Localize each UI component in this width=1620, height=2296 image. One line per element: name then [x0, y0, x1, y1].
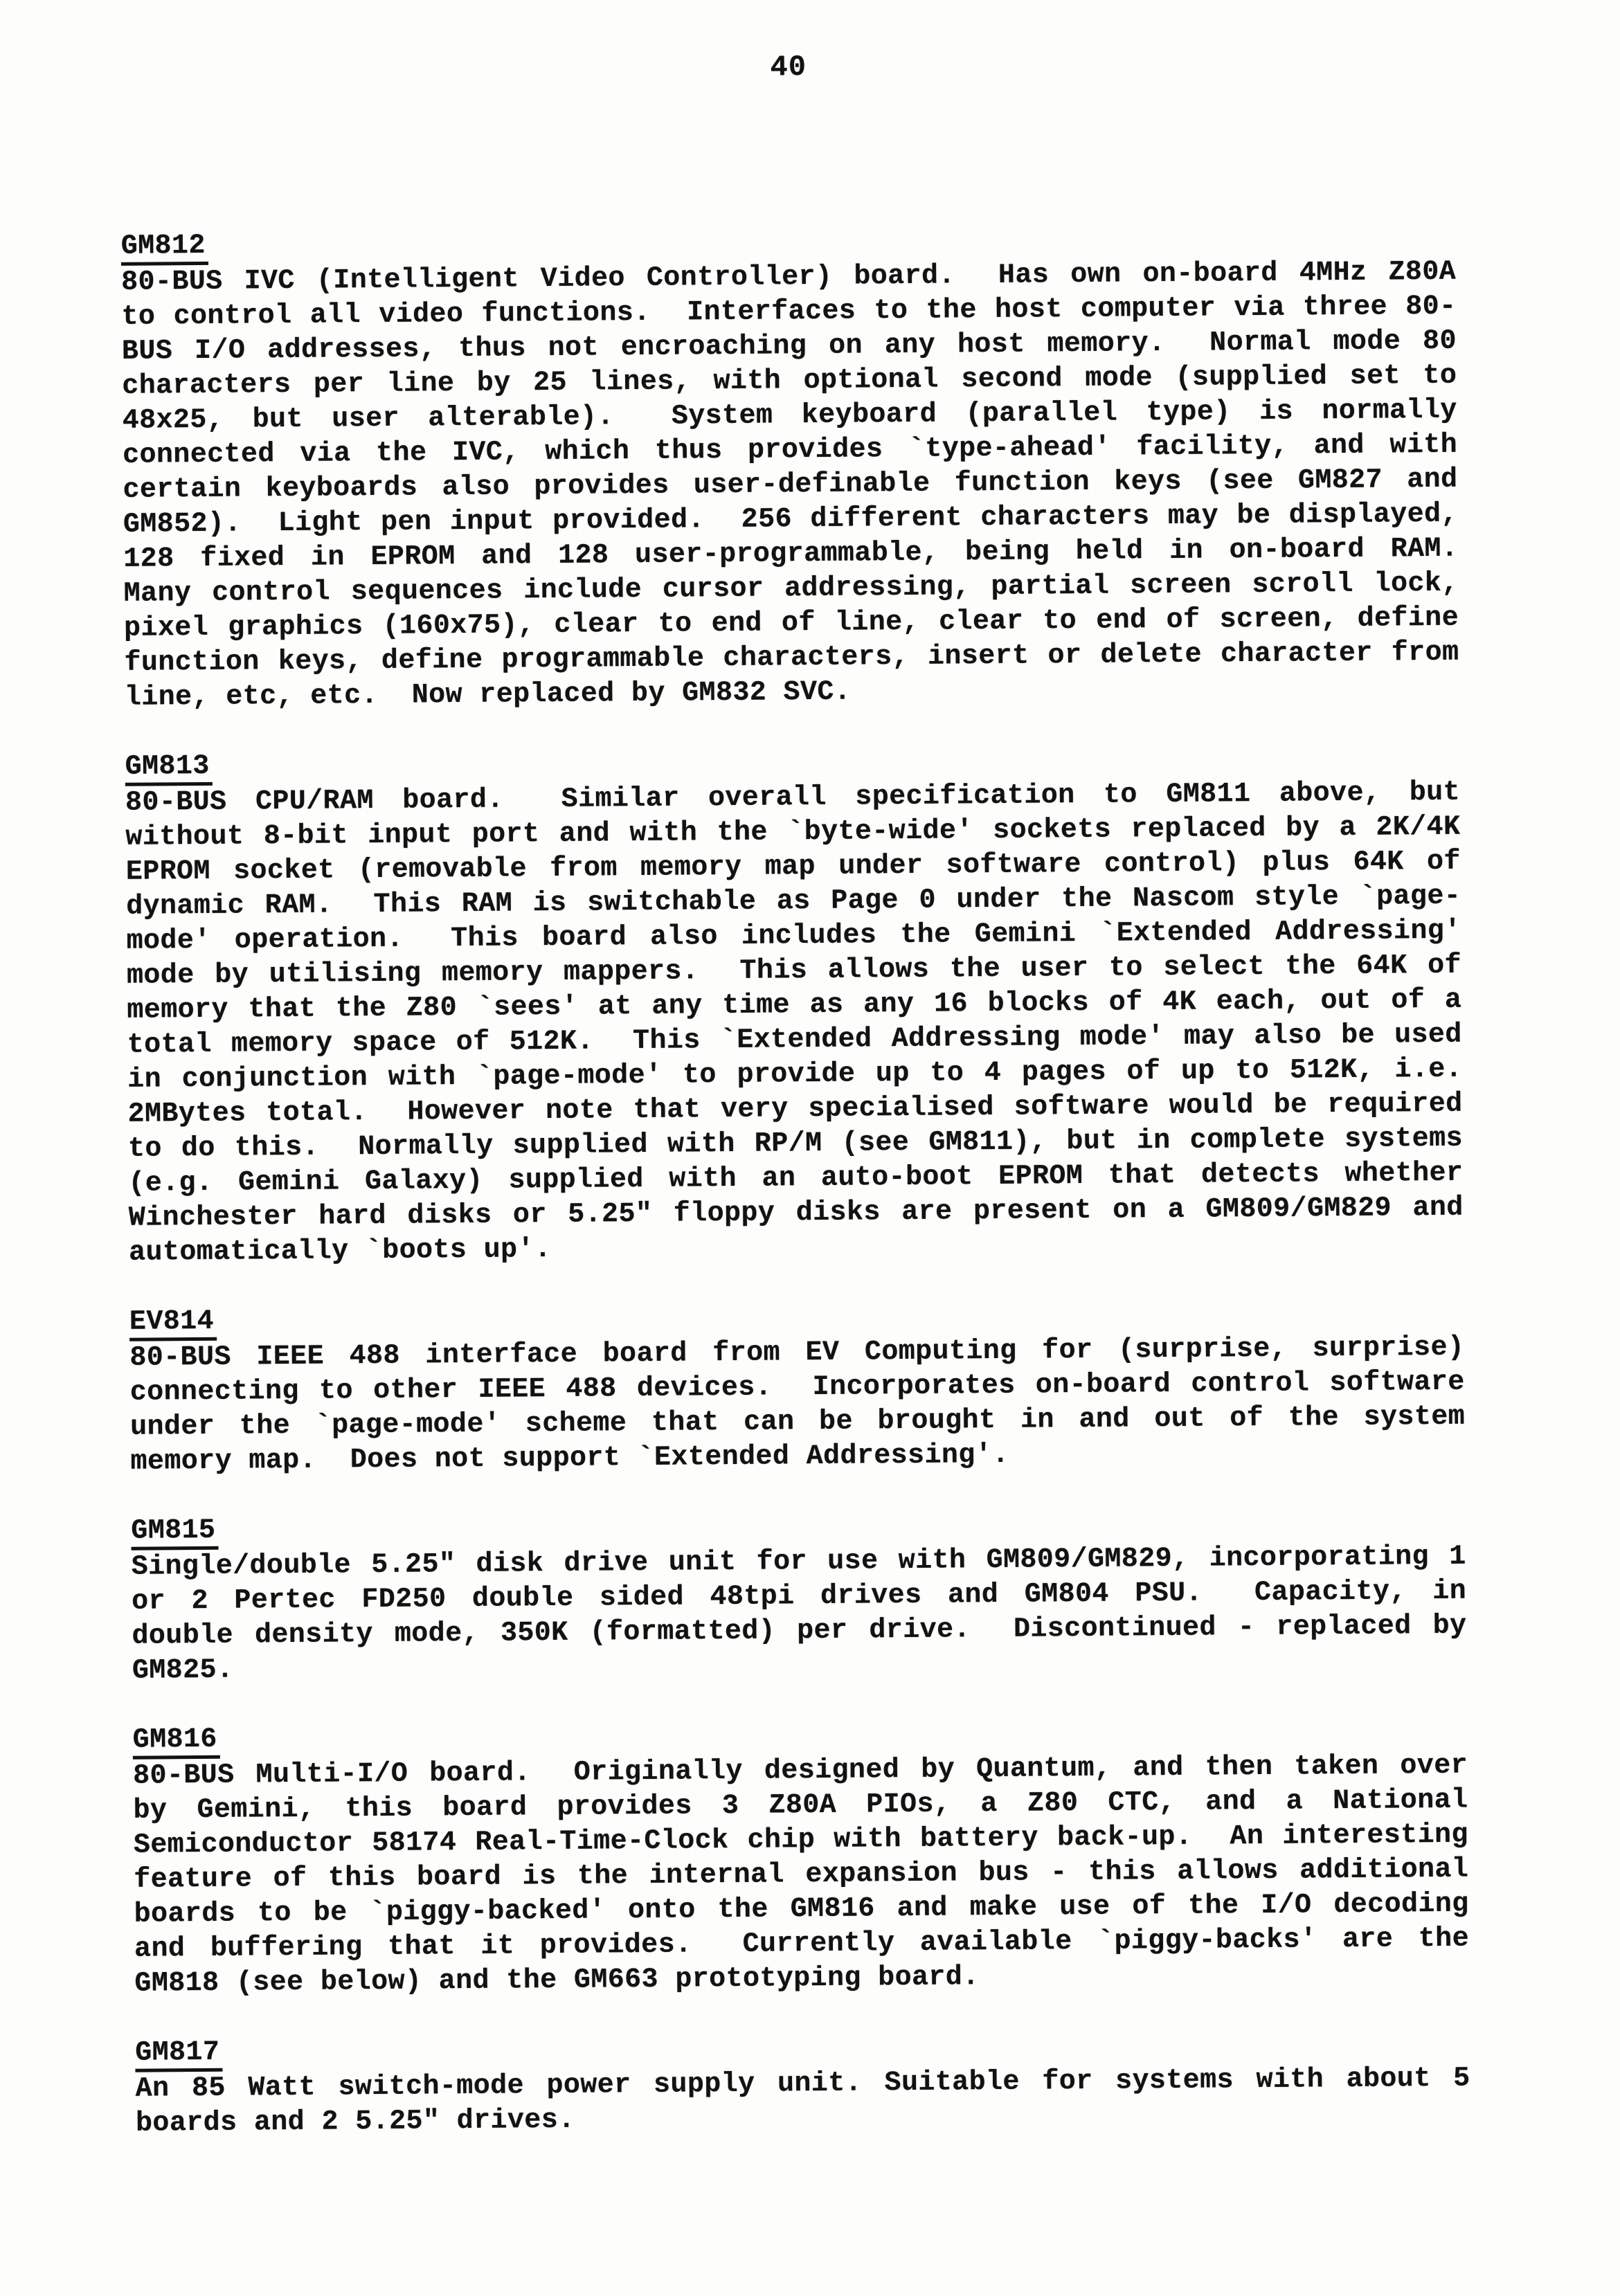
section-gm815: [131, 1508, 1467, 1689]
text-line: boards and 2 5.25" drives.: [135, 2104, 575, 2140]
text-line: 80-BUS IVC (Intelligent Video Controller) board. Has own on-board 4MHz Z80A: [120, 256, 1457, 298]
text-line: under the `page-mode' scheme that can be brought in and out of the system: [129, 1401, 1466, 1443]
text-line: GM818 (see below) and the GM663 prototyping board.: [134, 1962, 980, 2000]
text-line: mode by utilising memory mappers. This allows the user to select the 64K of: [126, 950, 1462, 992]
text-line: characters per line by 25 lines, with optional second mode (supplied set to: [122, 360, 1457, 402]
text-line: GM825.: [132, 1654, 234, 1687]
text-line: (e.g. Gemini Galaxy) supplied with an auto-boot EPROM that detects whether: [128, 1157, 1464, 1200]
page-number: 40: [770, 51, 807, 84]
text-line: to do this. Normally supplied with RP/M (see GM811), but in complete systems: [127, 1123, 1464, 1165]
text-line: 80-BUS IEEE 488 interface board from EV Computing for (surprise, surprise): [129, 1332, 1465, 1374]
section-paragraph: [133, 1749, 1470, 2002]
text-line: in conjunction with `page-mode' to provide up to 4 pages of up to 512K, i.e.: [127, 1054, 1463, 1096]
text-line: connected via the IVC, which thus provides `type-ahead' facility, and with: [122, 429, 1458, 471]
text-line: Semiconductor 58174 Real-Time-Clock chip with battery back-up. An interesting: [133, 1819, 1469, 1861]
section-paragraph: [135, 2062, 1470, 2142]
text-line: feature of this board is the internal expansion bus - this allows additional: [134, 1854, 1469, 1896]
text-line: Winchester hard disks or 5.25" floppy disks are present on a GM809/GM829 and: [128, 1192, 1464, 1234]
section-ev814: [129, 1299, 1466, 1480]
text-line: total memory space of 512K. This `Extended Addressing mode' may also be used: [127, 1019, 1462, 1061]
text-line: Many control sequences include cursor addressing, partial screen scroll lock,: [123, 568, 1459, 610]
text-line: An 85 Watt switch-mode power supply unit. Suitable for systems with about 5: [135, 2063, 1470, 2105]
section-heading-text: GM817: [135, 2040, 222, 2072]
page-content: [121, 224, 1471, 2142]
text-line: by Gemini, this board provides 3 Z80A PIOs, a Z80 CTC, and a National: [133, 1784, 1468, 1827]
text-line: or 2 Pertec FD250 double sided 48tpi drives and GM804 PSU. Capacity, in: [131, 1575, 1467, 1618]
section-paragraph: [132, 1540, 1468, 1689]
text-line: 80-BUS CPU/RAM board. Similar overall specification to GM811 above, but: [125, 777, 1461, 819]
text-line: without 8-bit input port and with the `byte-wide' sockets replaced by a 2K/4K: [125, 811, 1461, 853]
text-line: 128 fixed in EPROM and 128 user-programmable, being held in on-board RAM.: [123, 533, 1459, 575]
text-line: dynamic RAM. This RAM is switchable as Page 0 under the Nascom style `page-: [126, 880, 1461, 923]
section-heading-text: GM813: [125, 754, 213, 786]
text-line: automatically `boots up'.: [129, 1233, 552, 1269]
section-heading-text: EV814: [129, 1309, 217, 1341]
section-gm817: [135, 2030, 1470, 2142]
text-line: EPROM socket (removable from memory map under software control) plus 64K of: [125, 846, 1461, 888]
text-line: Single/double 5.25" disk drive unit for use with GM809/GM829, incorporating 1: [131, 1541, 1466, 1583]
section-paragraph: [125, 776, 1464, 1271]
section-paragraph: [121, 255, 1459, 716]
section-heading-text: GM812: [121, 233, 208, 266]
text-line: 2MBytes total. However note that very specialised software would be required: [127, 1088, 1463, 1130]
section-gm813: [125, 744, 1464, 1271]
section-heading-text: GM815: [131, 1518, 218, 1551]
text-line: function keys, define programmable characters, insert or delete character from: [124, 637, 1459, 679]
text-line: and buffering that it provides. Currently available `piggy-backs' are the: [134, 1923, 1470, 1965]
section-gm816: [133, 1717, 1470, 2002]
text-line: line, etc, etc. Now replaced by GM832 SVC.: [124, 676, 852, 714]
section-heading-text: GM816: [133, 1727, 220, 1760]
text-line: certain keyboards also provides user-definable function keys (see GM827 and: [123, 464, 1458, 506]
text-line: connecting to other IEEE 488 devices. Incorporates on-board control software: [129, 1366, 1465, 1409]
text-line: memory that the Z80 `sees' at any time as any 16 blocks of 4K each, out of a: [127, 984, 1462, 1027]
text-line: to control all video functions. Interfaces to the host computer via three 80-: [121, 291, 1457, 333]
section-paragraph: [129, 1331, 1466, 1480]
text-line: pixel graphics (160x75), clear to end of line, clear to end of screen, define: [123, 602, 1459, 644]
text-line: 80-BUS Multi-I/O board. Originally designed by Quantum, and then taken over: [132, 1750, 1468, 1792]
text-line: BUS I/O addresses, thus not encroaching on any host memory. Normal mode 80: [121, 325, 1457, 368]
text-line: GM852). Light pen input provided. 256 different characters may be displayed,: [123, 498, 1459, 541]
text-line: double density mode, 350K (formatted) per drive. Discontinued - replaced by: [132, 1610, 1467, 1652]
text-line: boards to be `piggy-backed' onto the GM816 and make use of the I/O decoding: [134, 1888, 1469, 1931]
text-line: memory map. Does not support `Extended Addressing'.: [130, 1439, 1009, 1478]
text-line: 48x25, but user alterable). System keyboard (parallel type) is normally: [122, 395, 1457, 437]
section-gm812: [121, 224, 1459, 716]
text-line: mode' operation. This board also includes the Gemini `Extended Addressing': [126, 915, 1461, 957]
